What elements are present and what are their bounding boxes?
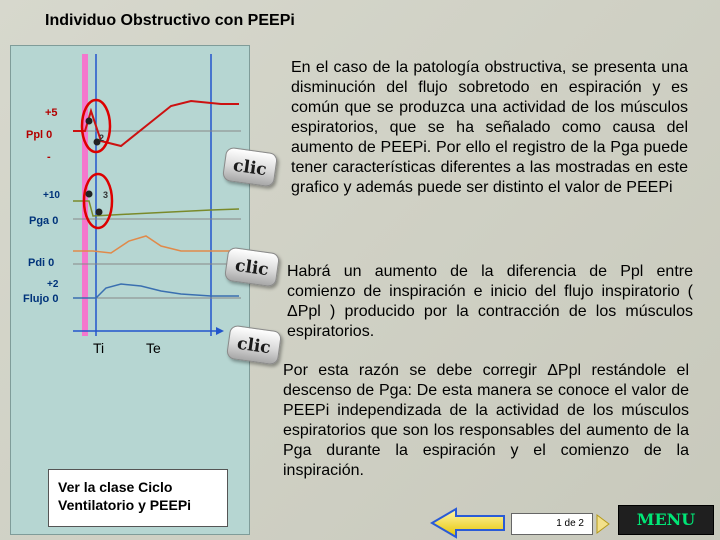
menu-button[interactable]: MENU — [618, 505, 714, 535]
page-indicator: 1 de 2 — [511, 513, 593, 535]
ppl-point-start — [86, 118, 93, 125]
waveform-panel — [10, 45, 250, 535]
paragraph-3: Por esta razón se debe corregir ΔPpl restándole el descenso de Pga: De esta manera se conoce el valor de PEEPi independizada de la actividad de los músculos espiratorios que son los responsables del aumento de la Pga durante la espiración y el comienzo de la inspiración. — [283, 362, 689, 479]
clic-button-2[interactable]: clic — [224, 247, 280, 288]
slide-title: Individuo Obstructivo con PEEPi — [45, 12, 295, 29]
flow-zero-label: Flujo 0 — [23, 293, 59, 305]
pga-point-start — [86, 191, 93, 198]
ppl-zero-label: Ppl 0 — [26, 129, 53, 141]
ti-label: Ti — [93, 340, 105, 356]
flow-trace — [73, 284, 239, 298]
clic-button-1[interactable]: clic — [222, 147, 278, 188]
pdi-trace — [73, 236, 239, 253]
ppl-minus-label: - — [47, 151, 51, 163]
paragraph-2: Habrá un aumento de la diferencia de Ppl entre comienzo de inspiración e inicio del flujo inspiratorio ( ΔPpl ) producido por la contracción de los músculos espiratorios. — [287, 263, 693, 340]
clic-button-3[interactable]: clic — [226, 325, 282, 366]
pga-point-end — [96, 209, 103, 216]
back-arrow-icon[interactable] — [430, 507, 508, 539]
marker-3: 3 — [103, 190, 109, 200]
next-arrow-icon[interactable] — [595, 513, 611, 535]
pga-plus10-label: +10 — [43, 190, 60, 201]
pdi-zero-label: Pdi 0 — [28, 257, 55, 269]
marker-2: 2 — [99, 133, 105, 143]
paragraph-1: En el caso de la patología obstructiva, se presenta una disminución del flujo sobretodo en espiración y es común que se produzca una actividad de los músculos espiratorios, que se ha señalado como causa del aumento de PEEPi. Por ello el registro de la Pga puede tener características diferentes a las mostradas en este grafico y además puede ser distinto el valor de PEEPi — [291, 59, 688, 196]
waveform-diagram — [11, 46, 251, 536]
pga-zero-label: Pga 0 — [29, 215, 59, 227]
reference-note[interactable]: Ver la clase Ciclo Ventilatorio y PEEPi — [48, 469, 228, 527]
ppl-plus5-label: +5 — [45, 107, 58, 119]
flow-plus2-label: +2 — [47, 279, 59, 290]
te-label: Te — [146, 340, 161, 356]
